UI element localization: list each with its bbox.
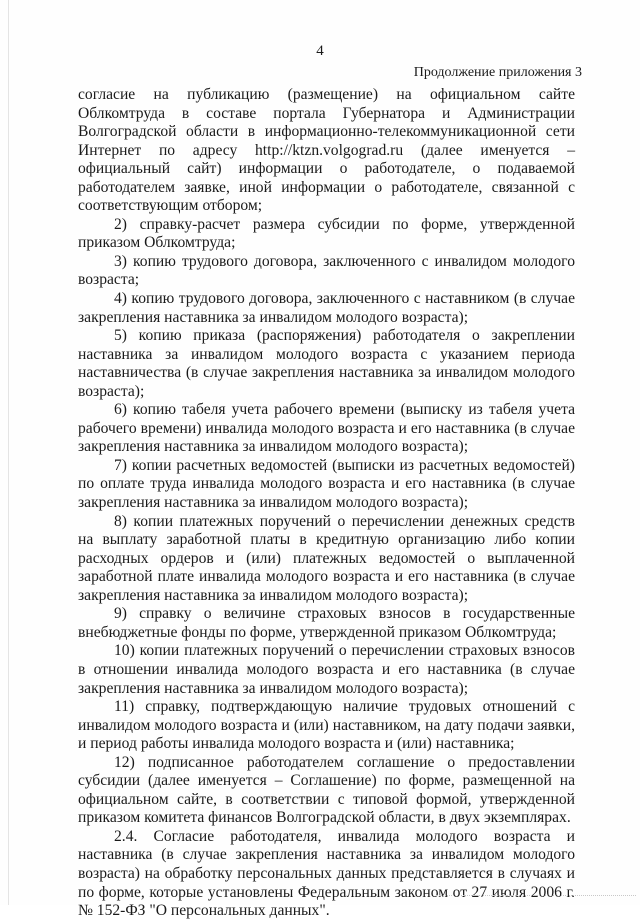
paragraph-item-3: 3) копию трудового договора, заключенного с инвалидом молодого возраста; [78,252,575,289]
paragraph-item-10: 10) копии платежных поручений о перечислении страховых взносов в отношении инвалида молодого возраста и его наставника (в случае закрепления наставника за инвалидом молодого возраста); [78,642,575,697]
paragraph-consent-publication: согласие на публикацию (размещение) на официальном сайте Облкомтруда в составе портала Губернатора и Администрации Волгоградской области в информационно-телекоммуникационной сети Интернет по адресу http://ktzn.volgograd.ru (далее именуется – официальный сайт) информации о работодателе, о подаваемой работодателем заявке, иной информации о работодателе, связанной с соответствующим отбором; [78,86,575,215]
document-body [78,86,575,921]
paragraph-item-5: 5) копию приказа (распоряжения) работодателя о закреплении наставника за инвалидом молодого возраста с указанием периода наставничества (в случае закрепления наставника за инвалидом молодого возраста); [78,327,575,400]
scan-corner-mark [436,895,636,902]
paragraph-item-12: 12) подписанное работодателем соглашение о предоставлении субсидии (далее именуется – Соглашение) по форме, размещенной на официальном сайте, в соответствии с типовой формой, утвержденной приказом комитета финансов Волгоградской области, в двух экземплярах. [78,753,575,827]
paragraph-item-7: 7) копии расчетных ведомостей (выписки из расчетных ведомостей) по оплате труда инвалида молодого возраста и его наставника (в случае закрепления наставника за инвалидом молодого возраста); [78,456,575,512]
paragraph-item-2: 2) справку-расчет размера субсидии по форме, утвержденной приказом Облкомтруда; [78,215,575,252]
paragraph-item-11: 11) справку, подтверждающую наличие трудовых отношений с инвалидом молодого возраста и (или) наставником, на дату подачи заявки, и период работы инвалида молодого возраста и (или) наставника; [78,698,575,753]
page-number: 4 [316,43,324,59]
scan-edge-line [8,0,9,905]
paragraph-item-4: 4) копию трудового договора, заключенного с наставником (в случае закрепления наставника за инвалидом молодого возраста); [78,290,575,326]
appendix-continuation-label: Продолжение приложения 3 [413,65,582,80]
paragraph-section-2-4: 2.4. Согласие работодателя, инвалида молодого возраста и наставника (в случае закрепления наставника за инвалидом молодого возраста) на обработку персональных данных представляется в случаях и по форме, которые установлены Федеральным законом от 27 июля 2006 г. № 152-ФЗ "О персональных данных". [78,827,575,920]
paragraph-item-8: 8) копии платежных поручений о перечислении денежных средств на выплату заработной платы в кредитную организацию либо копии расходных ордеров и (или) платежных ведомостей о выплаченной заработной плате инвалида молодого возраста и его наставника (в случае закрепления наставника за инвалидом молодого возраста); [78,512,575,604]
paragraph-item-9: 9) справку о величине страховых взносов в государственные внебюджетные фонды по форме, утвержденной приказом Облкомтруда; [78,605,575,641]
paragraph-item-6: 6) копию табеля учета рабочего времени (выписку из табеля учета рабочего времени) инвалида молодого возраста и его наставника (в случае закрепления наставника за инвалидом молодого возраста); [78,401,575,456]
